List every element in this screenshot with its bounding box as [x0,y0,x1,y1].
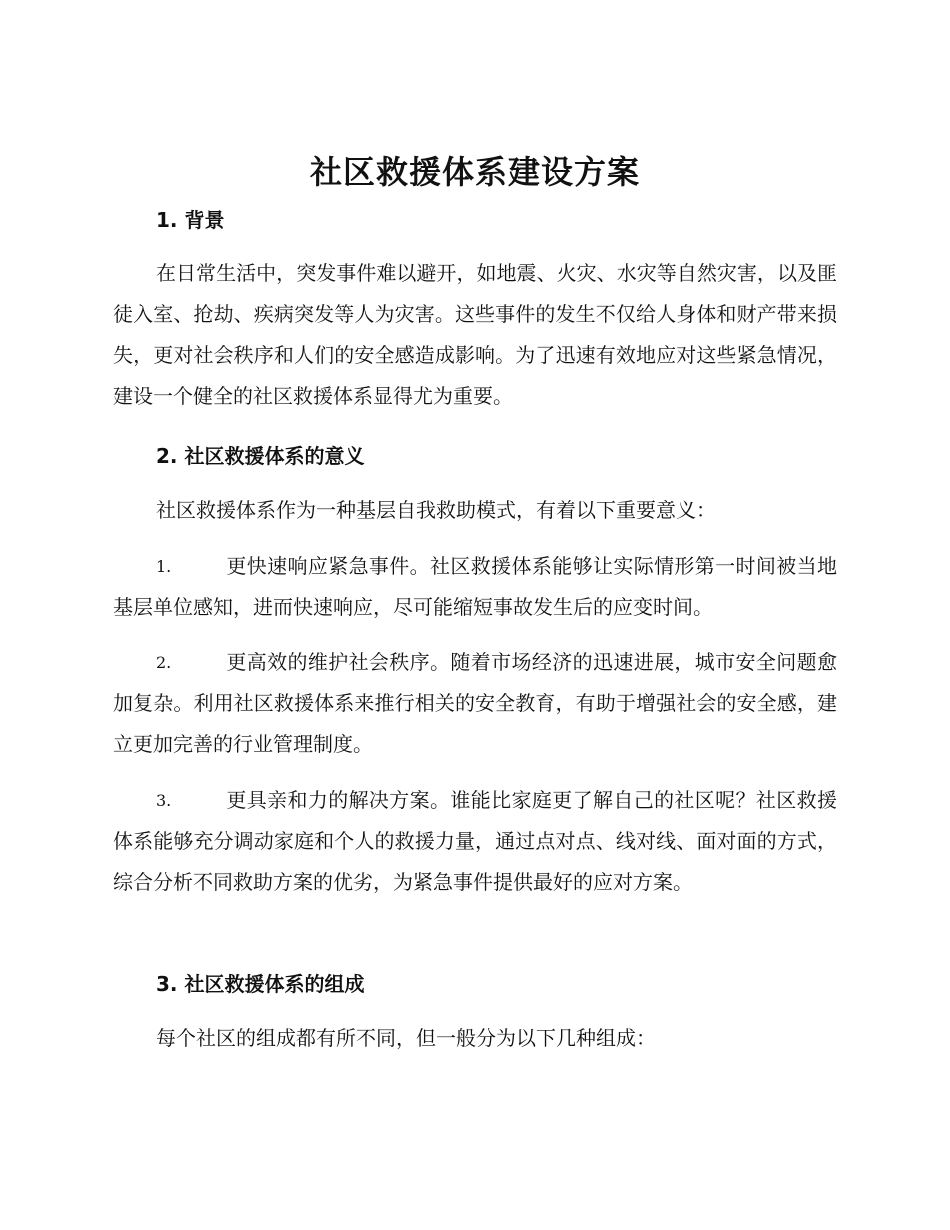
list-item-number: 3. [156,791,172,810]
list-item-text: 更快速响应紧急事件。社区救援体系能够让实际情形第一时间被当地基层单位感知，进而快速响应，尽可能缩短事故发生后的应变时间。 [113,554,837,619]
section-heading-composition: 3. 社区救援体系的组成 [156,972,365,996]
section-heading-background: 1. 背景 [156,208,225,232]
list-item-number: 1. [156,557,172,576]
list-item [113,642,837,765]
section-heading-significance: 2. 社区救援体系的意义 [156,444,365,468]
composition-intro: 每个社区的组成都有所不同，但一般分为以下几种组成： [156,1026,656,1050]
list-item-text: 更高效的维护社会秩序。随着市场经济的迅速进展，城市安全问题愈加复杂。利用社区救援体系来推行相关的安全教育，有助于增强社会的安全感，建立更加完善的行业管理制度。 [113,650,837,756]
document-title: 社区救援体系建设方案 [309,153,640,191]
list-item-number: 2. [156,653,172,672]
significance-intro: 社区救援体系作为一种基层自我救助模式，有着以下重要意义： [156,498,716,522]
list-item [113,780,837,903]
list-item-text: 更具亲和力的解决方案。谁能比家庭更了解自己的社区呢？社区救援体系能够充分调动家庭和个人的救援力量，通过点对点、线对线、面对面的方式，综合分析不同救助方案的优劣，为紧急事件提供最好的应对方案。 [113,788,837,894]
background-paragraph: 在日常生活中，突发事件难以避开，如地震、火灾、水灾等自然灾害，以及匪徒入室、抢劫、疾病突发等人为灾害。这些事件的发生不仅给人身体和财产带来损失，更对社会秩序和人们的安全感造成影响。为了迅速有效地应对这些紧急情况，建设一个健全的社区救援体系显得尤为重要。 [113,261,837,408]
list-item [113,546,837,628]
